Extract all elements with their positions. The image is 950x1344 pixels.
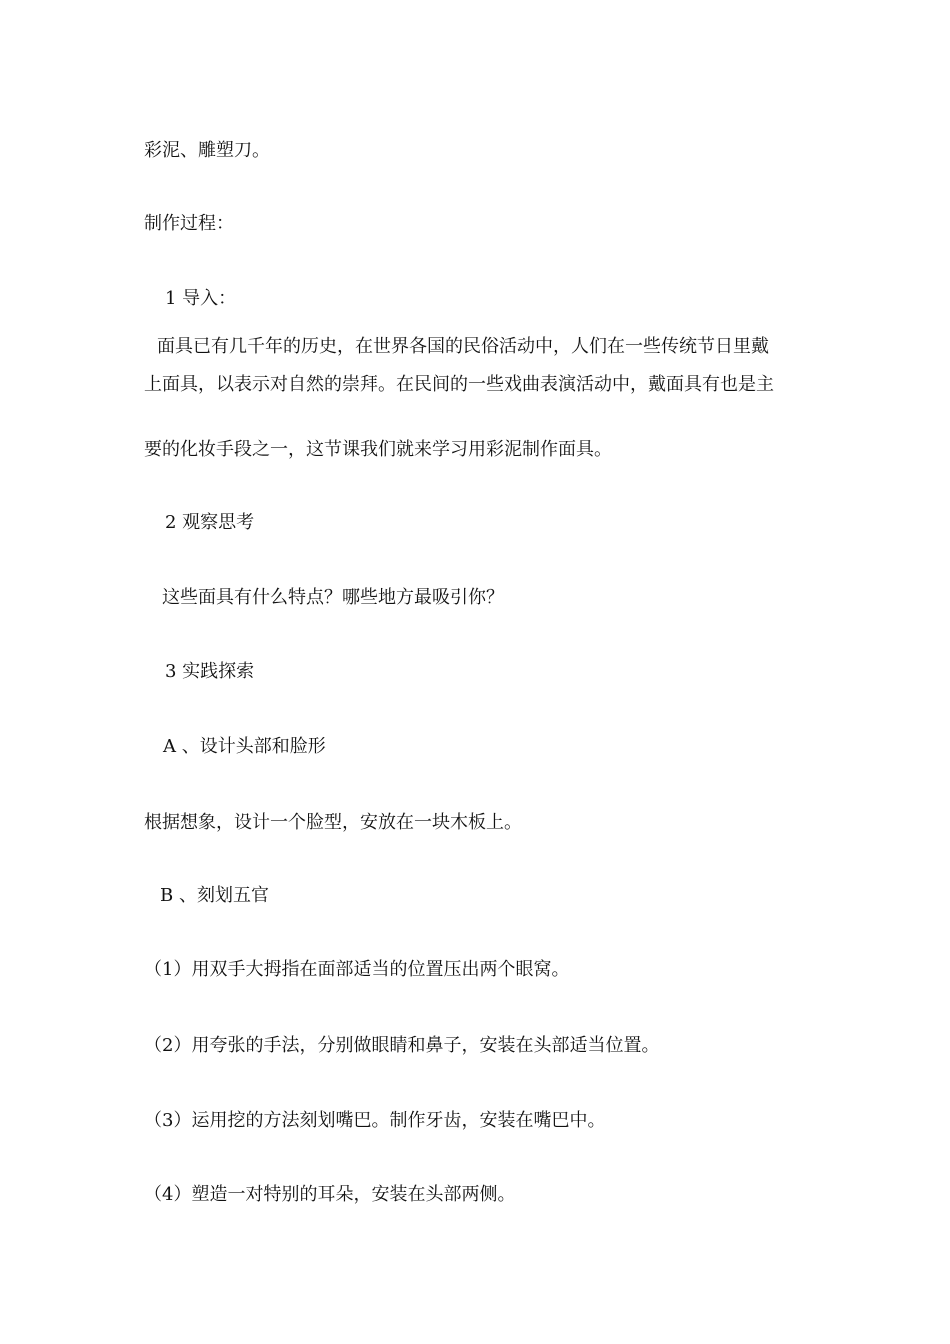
intro-paragraph-line-2: 上面具，以表示对自然的崇拜。在民间的一些戏曲表演活动中，戴面具有也是主	[144, 374, 774, 395]
substep-b-item-1: （1）用双手大拇指在面部适当的位置压出两个眼窝。	[144, 959, 570, 980]
intro-paragraph-line-1: 面具已有几千年的历史，在世界各国的民俗活动中，人们在一些传统节日里戴	[157, 336, 769, 357]
substep-b-item-3: （3）运用挖的方法刻划嘴巴。制作牙齿，安装在嘴巴中。	[144, 1110, 606, 1131]
step-2-heading: 2 观察思考	[165, 512, 255, 533]
substep-a-heading: A 、设计头部和脸形	[163, 736, 326, 757]
process-heading: 制作过程：	[144, 213, 234, 234]
substep-b-heading: B 、刻划五官	[160, 885, 269, 906]
observe-question: 这些面具有什么特点？哪些地方最吸引你？	[162, 587, 504, 608]
intro-paragraph-line-3: 要的化妆手段之一，这节课我们就来学习用彩泥制作面具。	[144, 439, 612, 460]
substep-b-item-4: （4）塑造一对特别的耳朵，安装在头部两侧。	[144, 1184, 516, 1205]
substep-b-item-2: （2）用夸张的手法，分别做眼睛和鼻子，安装在头部适当位置。	[144, 1035, 660, 1056]
materials-line: 彩泥、雕塑刀。	[144, 140, 270, 161]
substep-a-text: 根据想象，设计一个脸型，安放在一块木板上。	[144, 812, 522, 833]
step-3-heading: 3 实践探索	[165, 661, 255, 682]
step-1-heading: 1 导入：	[165, 288, 237, 309]
